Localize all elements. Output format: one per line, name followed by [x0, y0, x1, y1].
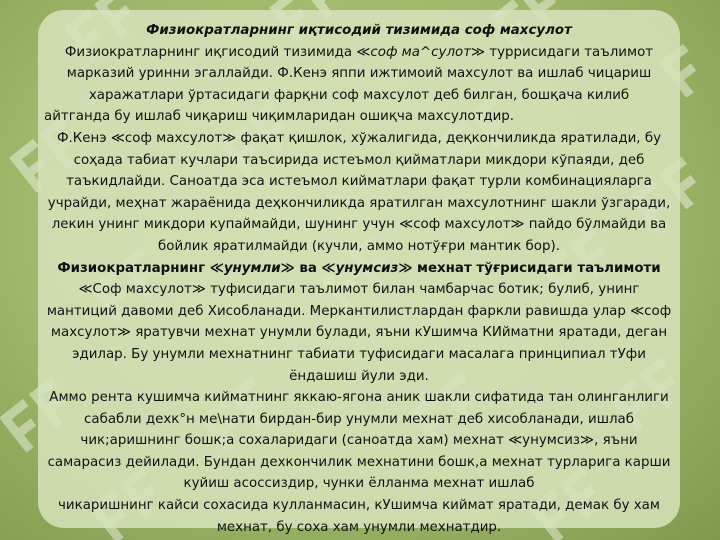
text-panel	[38, 10, 680, 535]
term-unproductive: ≪унумсиз≫	[321, 260, 413, 276]
section-heading-c: мехнат тўғрисидаги таълимоти	[412, 260, 661, 276]
paragraph-intro	[44, 42, 674, 107]
section-heading-a: Физиократларнинг	[57, 260, 210, 276]
term-productive: ≪унумли≫	[209, 260, 295, 276]
paragraph-quesnay: Ф.Кенэ ≪соф махсулот≫ фақат қишлок, хўжалигида, деқкончиликда яратилади, бу соҳада табиат кучлари таъсирида истеъмол қийматлари микдори кўпаяди, деб таъкидлайди. Саноатда эса истеъмол кийматлари фақат турли комбинацияларга учрайди, меҳнат жараёнида деҳкончиликда яратилган махсулотнинг шакли ўзгаради, лекин унинг микдори купаймайди, шунинг учун ≪соф махсулот≫ пайдо бўлмайди ва бойлик яратилмайди (кучли, аммо нотўғри мантик бор).	[47, 130, 671, 254]
section-heading-b: ва	[294, 260, 322, 276]
slide-title: Физиократларнинг иқтисодий тизимида соф махсулот	[146, 23, 572, 38]
paragraph-rent-end: чикаришнинг кайси сохасида кулланмасин, кУшимча киймат яратади, демак бу хам мехнат, бу соха хам унумли мехнатдир.	[58, 498, 660, 535]
paragraph-intro-text-b: туррисидаги таълимот марказий уринни эгаллайди. Ф.Кенэ яппи ижтимоий махсулот ва ишлаб чицариш харажатлари ўртасидаги фарқни соф махсулот деб билган, бошқача килиб	[66, 44, 654, 103]
section-heading	[44, 258, 674, 280]
term-net-product: ≪соф ма^сулот≫	[356, 44, 486, 60]
paragraph-productive-labor: ≪Соф махсулот≫ туфисидаги таълимот билан чамбарчас ботик; булиб, унинг мантиций давоми деб Хисобланади. Меркантилистлардан фаркли равишда улар ≪соф махсулот≫ яратувчи мехнат унумли булади, яъни кУшимча КИйматни яратади, деган эдилар. Бу унумли мехнатнинг табиати туфисидаги масалага принципиал тУфи ёндашиш йули эди.	[46, 282, 672, 384]
paragraph-intro-end: айтганда бу ишлаб чиқариш чиқимларидан ошиқча махсулотдир.	[44, 109, 515, 125]
paragraph-intro-text-a: Физиократларнинг иқгисодий тизимида	[64, 44, 357, 60]
paragraph-rent: Аммо рента кушимча кийматнинг яккаю-ягона аник шакли сифатида тан олинганлиги сабабли дехк°н ме\нати бирдан-бир унумли мехнат деб хисобланади, ишлаб чик;аришнинг бошк;а сохаларидаги (саноатда хам) мехнат ≪унумсиз≫, яъни самарасиз дейилади. Бундан дехкончилик мехнатини бошк,а мехнат турларига карши куйиш асоссиздир, чунки ёлланма мехнат ишлаб	[47, 390, 671, 492]
